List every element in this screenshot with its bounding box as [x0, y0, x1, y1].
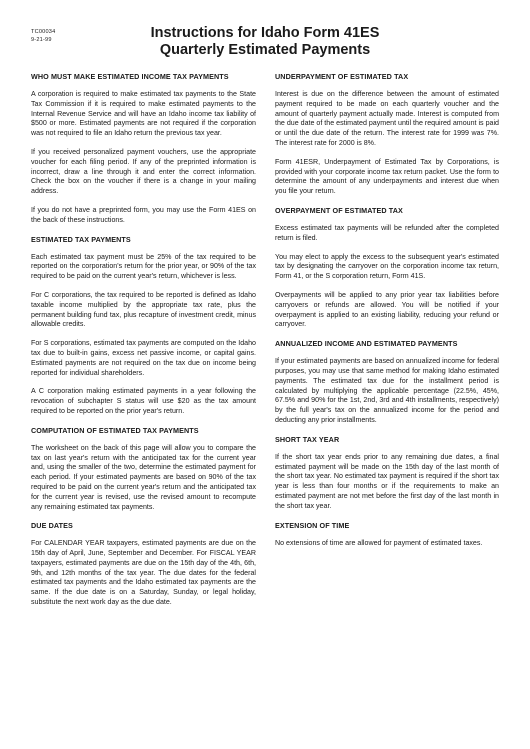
paragraph: If you do not have a preprinted form, you may use the Form 41ES on the back of these instructions.	[31, 205, 256, 224]
form-revision-date: 9-21-99	[31, 37, 52, 43]
paragraph: A corporation is required to make estimated tax payments to the State Tax Commission if it is required to make estimated payments to the Internal Revenue Service and will have an Idaho income tax liability of $500 or more. Estimated payments are not required if the corporation was not required to file an Idaho return the previous tax year.	[31, 90, 256, 138]
paragraph: Excess estimated tax payments will be refunded after the completed return is filed.	[275, 223, 499, 242]
paragraph: Interest is due on the difference between the amount of estimated payment required to be made on each quarterly voucher and the amount of quarterly payment actually made. Interest is computed from the due date of the estimated payment until the required amount is paid or until the due date of the return. The interest rate for 1999 was 7%. The interest rate for 2000 is 8%.	[275, 90, 499, 147]
section-heading: ANNUALIZED INCOME AND ESTIMATED PAYMENTS	[275, 339, 458, 349]
paragraph: For S corporations, estimated tax payments are computed on the Idaho tax due to built-in gains, excess net passive income, or capital gains. Estimated payments are not required on the tax due on income being reported for individual shareholders.	[31, 339, 256, 377]
paragraph: The worksheet on the back of this page will allow you to compare the tax on last year's return with the anticipated tax for the current year and, using the smaller of the two, determine the estimated payment for each period. If your estimated payments are based on 90% of the tax required to be paid on the current year's return and the anticipated tax for the current year is revised, use the revised amount to recompute any remaining estimated tax payments.	[31, 443, 256, 511]
section-heading: WHO MUST MAKE ESTIMATED INCOME TAX PAYMENTS	[31, 72, 229, 81]
paragraph: Each estimated tax payment must be 25% of the tax required to be reported on the corporation's return for the prior year, or 90% of the tax required to be paid on the current year's return, whichever is less.	[31, 252, 256, 281]
paragraph: If you received personalized payment vouchers, use the appropriate voucher for each filing period. If any of the preprinted information is incorrect, draw a line through it and enter the correct information. Check the box on the voucher if there is a change in your mailing address.	[31, 147, 256, 196]
paragraph: Form 41ESR, Underpayment of Estimated Tax by Corporations, is provided with your corporate income tax return packet. Use the form to determine the amount of any underpayments and interest due when you file your return.	[275, 157, 499, 196]
form-number: TC00034	[31, 29, 56, 35]
title-line-1: Instructions for Idaho Form 41ES	[150, 25, 380, 41]
left-column	[31, 72, 256, 617]
section-heading: SHORT TAX YEAR	[275, 434, 340, 444]
section-heading: COMPUTATION OF ESTIMATED TAX PAYMENTS	[31, 425, 199, 435]
paragraph: If the short tax year ends prior to any remaining due dates, a final estimated payment will be made on the 15th day of the last month of the short tax year. No estimated tax payment is required if the short tax year is less than four months or if the requirements to make an estimated payment are not met before the first day of the last month in the short tax year.	[275, 452, 499, 510]
paragraph: No extensions of time are allowed for payment of estimated taxes.	[275, 538, 483, 547]
section-heading: DUE DATES	[31, 521, 73, 531]
paragraph: For C corporations, the tax required to be reported is defined as Idaho taxable income multiplied by the appropriate tax rate, plus the permanent building fund tax, plus recapture of investment credit, minus allowable credits.	[31, 290, 256, 329]
paragraph: If your estimated payments are based on annualized income for federal purposes, you may use that same method for making Idaho estimated payments. The estimated tax due for the installment period is calculated by multiplying the applicable percentage (22.5%, 45%, 67.5% and 90% for the 1st, 2nd, 3rd and 4th installments, respectively) by the full year's tax on the annualized income for the period and deducting any prior installments.	[275, 357, 499, 424]
paragraph: Overpayments will be applied to any prior year tax liabilities before carryovers or refunds are allowed. You will be notified if your overpayment is applied to an existing liability, reducing your refund or carryover.	[275, 290, 499, 329]
section-heading: ESTIMATED TAX PAYMENTS	[31, 234, 131, 244]
section-heading: OVERPAYMENT OF ESTIMATED TAX	[275, 205, 403, 215]
paragraph: For CALENDAR YEAR taxpayers, estimated payments are due on the 15th day of April, June, September and December. For FISCAL YEAR taxpayers, estimated payments are due on the 15th day of the 4th, 6th, 9th, and 12th months of the tax year. The due dates for the federal estimated tax payments and the Idaho estimated tax payments are the same. If the due date is on a Saturday, Sunday, or legal holiday, substitute the next work day as the due date.	[31, 539, 256, 607]
title-line-2: Quarterly Estimated Payments	[159, 42, 371, 58]
section-heading: EXTENSION OF TIME	[275, 520, 350, 530]
page-title	[0, 25, 530, 59]
section-heading: UNDERPAYMENT OF ESTIMATED TAX	[275, 72, 409, 81]
paragraph: A C corporation making estimated payments in a year following the revocation of subchapter S status will use $20 as the tax amount required to be reported on the prior year's return.	[31, 387, 256, 415]
paragraph: You may elect to apply the excess to the subsequent year's estimated tax by designating the carryover on the corporation income tax return, Form 41, or the S corporation return, Form 41S.	[275, 252, 499, 281]
right-column	[275, 72, 499, 557]
